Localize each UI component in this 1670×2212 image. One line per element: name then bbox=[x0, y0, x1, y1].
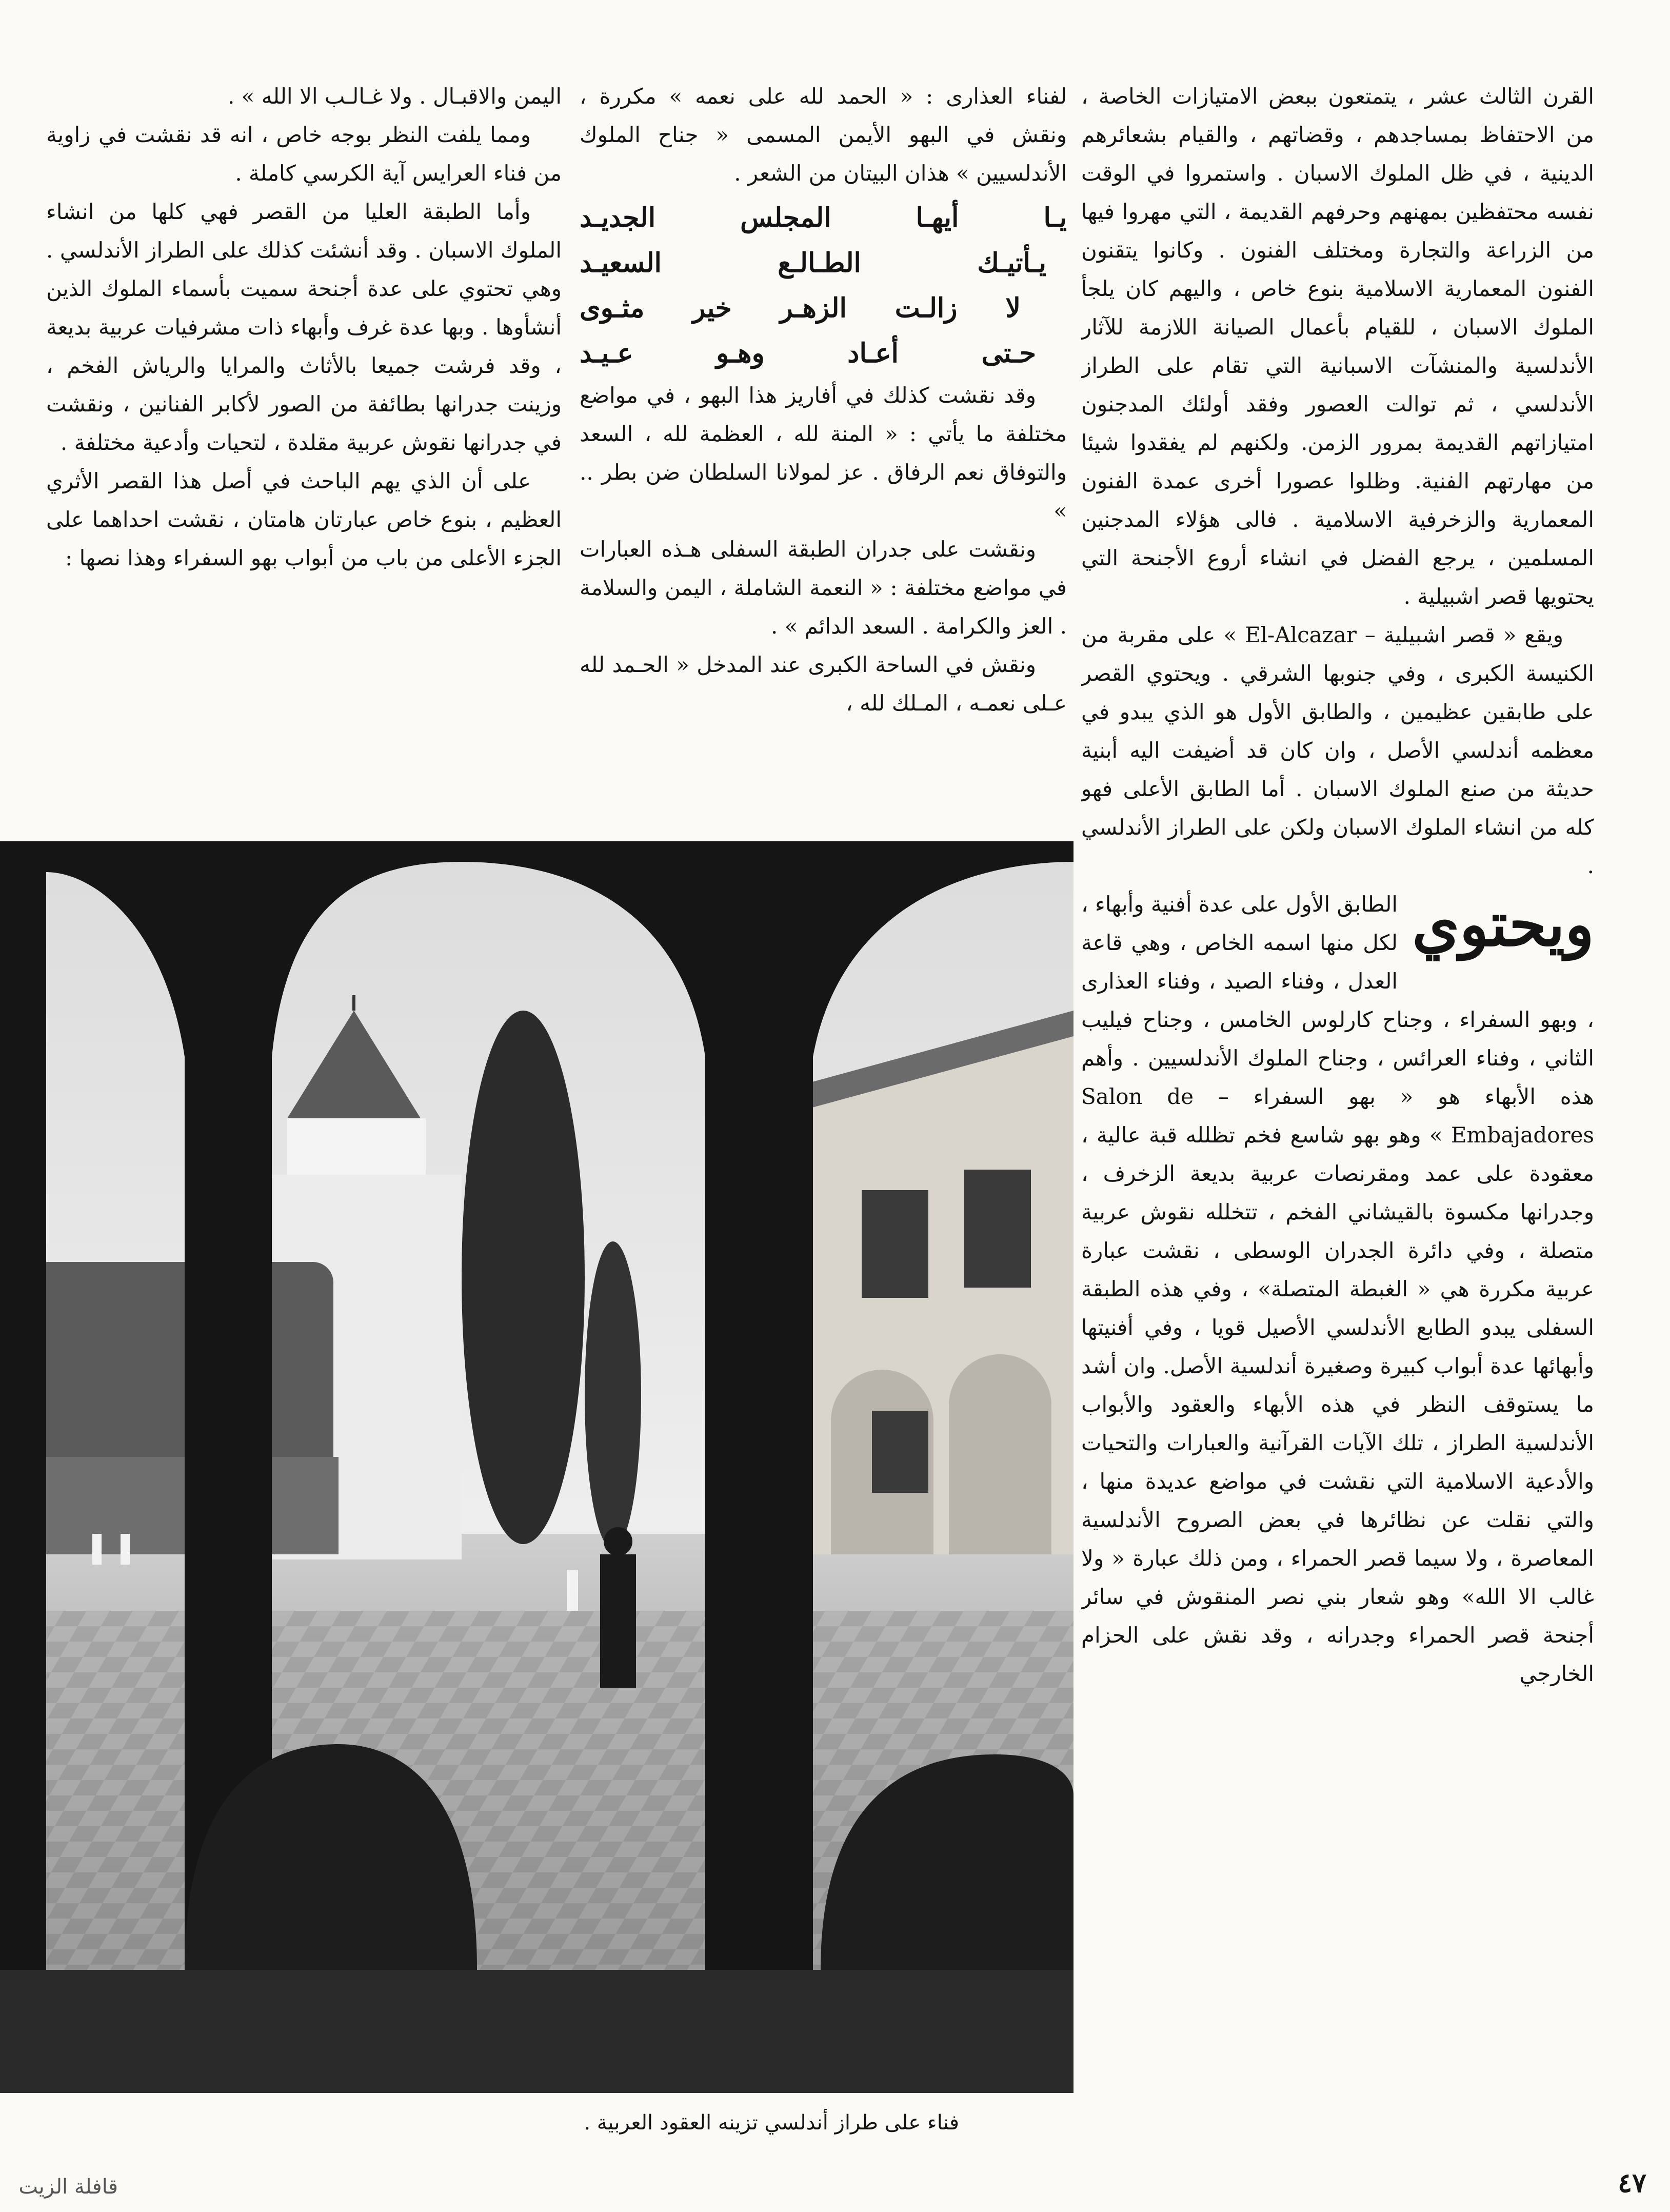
poem-verse bbox=[580, 195, 1067, 376]
paragraph: القرن الثالث عشر ، يتمتعون ببعض الامتيازات الخاصة ، من الاحتفاظ بمساجدهم ، وقضاتهم ، والقيام بشعائرهم الدينية ، في ظل الملوك الاسبان . واستمروا في الوقت نفسه محتفظين بمهنهم وحرفهم القديمة ، التي مهروا فيها من الزراعة والتجارة ومختلف الفنون . وكانوا يتقنون الفنون المعمارية الاسلامية بنوع خاص ، واليهم كان يلجأ الملوك الاسبان ، للقيام بأعمال الصيانة اللازمة للآثار الأندلسية والمنشآت الاسبانية التي تقام على الطراز الأندلسي ، ثم توالت العصور وفقد أولئك المدجنون امتيازاتهم القديمة بمرور الزمن. ولكنهم لم يفقدوا شيئا من مهارتهم الفنية. وظلوا عصورا أخرى عمدة الفنون المعمارية والزخرفية الاسلامية . فالى هؤلاء المدجنين المسلمين ، يرجع الفضل في انشاء أروع الأجنحة التي يحتويها قصر اشبيلية . bbox=[1081, 84, 1594, 609]
drop-cap-word: ويحتوي bbox=[1412, 888, 1594, 960]
magazine-title: قافلة الزيت bbox=[18, 2175, 118, 2199]
paragraph: اليمن والاقبـال . ولا غـالـب الا الله » . bbox=[227, 84, 562, 109]
paragraph: على أن الذي يهم الباحث في أصل هذا القصر الأثري العظيم ، بنوع خاص عبارتان هامتان ، نقشت احداهما على الجزء الأعلى من باب من أبواب بهو السفراء وهذا نصها : bbox=[46, 468, 562, 570]
paragraph: وقد نقشت كذلك في أفاريز هذا البهو ، في مواضع مختلفة ما يأتي : « المنة لله ، العظمة لله ، السعد والتوفاق نعم الرفاق . عز لمولانا السلطان ضن بطر .. » bbox=[580, 383, 1067, 523]
verse-line: يـأتيـك الطـالـع السعيـد bbox=[580, 247, 1046, 279]
paragraph: ونقش في الساحة الكبرى عند المدخل « الحـمد لله عـلى نعمـه ، المـلك لله ، bbox=[580, 652, 1067, 716]
text-column-right bbox=[1081, 77, 1594, 2160]
paragraph: لفناء العذارى : « الحمد لله على نعمه » مكررة ، ونقش في البهو الأيمن المسمى « جناح الملوك الأندلسيين » هذان البيتان من الشعر . bbox=[580, 84, 1067, 186]
paragraph: ويقع « قصر اشبيلية – El-Alcazar » على مقربة من الكنيسة الكبرى ، وفي جنوبها الشرقي . ويحتوي القصر على طابقين عظيمين ، والطابق الأول هو الذي يبدو في معظمه أندلسي الأصل ، وان كان قد أضيفت اليه أبنية حديثة من صنع الملوك الاسبان . أما الطابق الأعلى فهو كله من انشاء الملوك الاسبان ولكن على الطراز الأندلسي . bbox=[1081, 622, 1594, 878]
photo-caption: فناء على طراز أندلسي تزينه العقود العربية . bbox=[584, 2111, 959, 2135]
text-column-middle bbox=[580, 77, 1067, 805]
paragraph bbox=[1081, 885, 1594, 1693]
courtyard-photo bbox=[0, 841, 1073, 2093]
paragraph: ونقشت على جدران الطبقة السفلى هـذه العبارات في مواضع مختلفة : « النعمة الشاملة ، اليمن والسلامة . العز والكرامة . السعد الدائم » . bbox=[580, 537, 1067, 639]
verse-line: حـتى أعـاد وهـو عـيـد bbox=[580, 338, 1036, 369]
verse-line: يـا أيهـا المجلس الجديـد bbox=[580, 202, 1067, 233]
text-column-left bbox=[46, 77, 562, 805]
paragraph: وأما الطبقة العليا من القصر فهي كلها من انشاء الملوك الاسبان . وقد أنشئت كذلك على الطراز الأندلسي . وهي تحتوي على عدة أجنحة سميت بأسماء الملوك الذين أنشأوها . وبها عدة غرف وأبهاء ذات مشرفيات عربية بديعة ، وقد فرشت جميعا بالأثاث والمرايا والرياش الفخم ، وزينت جدرانها بطائفة من الصور لأكابر الفنانين ، ونقشت في جدرانها نقوش عربية مقلدة ، لتحيات وأدعية مختلفة . bbox=[46, 199, 562, 455]
page-number: ٤٧ bbox=[1618, 2167, 1646, 2199]
paragraph: ومما يلفت النظر بوجه خاص ، انه قد نقشت في زاوية من فناء العرايس آية الكرسي كاملة . bbox=[46, 122, 562, 186]
verse-line: لا زالـت الزهـر خير مثـوى bbox=[580, 292, 1021, 324]
paragraph-text: الطابق الأول على عدة أفنية وأبهاء ، لكل منها اسمه الخاص ، وهي قاعة العدل ، وفناء الصيد ، وفناء العذارى ، وبهو السفراء ، وجناح كارلوس الخامس ، وجناح فيليب الثاني ، وفناء العرائس ، وجناح الملوك الأندلسيين . وأهم هذه الأبهاء هو « بهو السفراء – Salon de Embajadores » وهو بهو شاسع فخم تظلله قبة عالية ، معقودة على عمد ومقرنصات عربية بديعة الزخرف ، وجدرانها مكسوة بالقيشاني الفخم ، تتخلله نقوش عربية متصلة ، وفي دائرة الجدران الوسطى ، نقشت عبارة عربية مكررة هي « الغبطة المتصلة» ، وفي هذه الطبقة السفلى يبدو الطابع الأندلسي الأصيل قويا ، وفي أفنيتها وأبهائها عدة أبواب كبيرة وصغيرة أندلسية الأصل. وان أشد ما يستوقف النظر في هذه الأبهاء والعقود والأبواب الأندلسية الطراز ، تلك الآيات القرآنية والعبارات والتحيات والأدعية الاسلامية التي نقشت في مواضع عديدة منها ، والتي نقلت عن نظائرها في بعض الصروح الأندلسية المعاصرة ، ولا سيما قصر الحمراء ، ومن ذلك عبارة « ولا غالب الا الله» وهو شعار بني نصر المنقوش في سائر أجنحة قصر الحمراء وجدرانه ، وقد نقش على الحزام الخارجي bbox=[1081, 892, 1594, 1686]
